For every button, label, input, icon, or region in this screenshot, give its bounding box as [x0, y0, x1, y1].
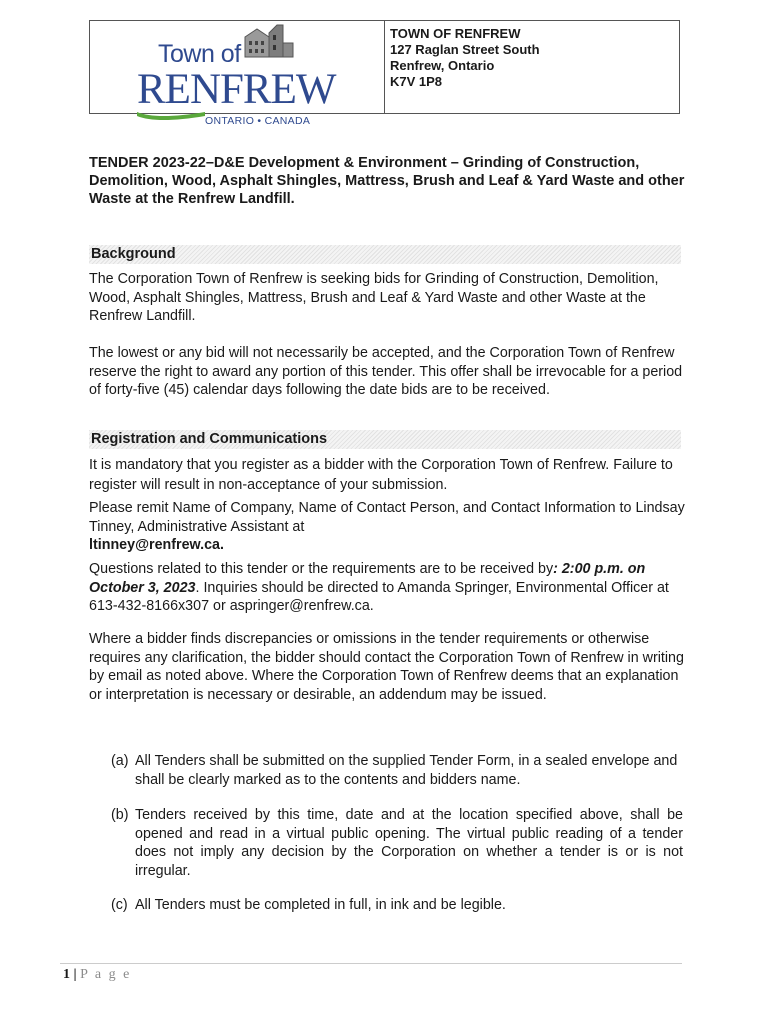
- list-item: [111, 896, 683, 915]
- background-heading: Background: [89, 245, 681, 264]
- address-line: K7V 1P8: [390, 74, 443, 89]
- list-item-label: (b): [111, 807, 129, 823]
- inquiries-text: . Inquiries should be directed to Amanda Springer, Environmental Officer at 613-432-8166x307 or aspringer@renfrew.ca.: [89, 579, 669, 614]
- contact-email-link[interactable]: ltinney@renfrew.ca.: [89, 537, 224, 553]
- list-item-text: All Tenders must be completed in full, in ink and be legible.: [135, 897, 506, 913]
- list-item: [111, 806, 683, 880]
- registration-paragraph-4: Where a bidder finds discrepancies or omissions in the tender requirements or otherwise requires any clarification, the bidder should contact the Corporation Town of Renfrew in writing by email as noted above. Where the Corporation Town of Renfrew deems that an explanation or interpretation is necessary or desirable, an addendum may be issued.: [89, 631, 684, 703]
- tender-title: TENDER 2023-22–D&E Development & Environment – Grinding of Construction, Demolition, Wood, Asphalt Shingles, Mattress, Brush and Leaf & Yard Waste and other Waste at the Renfrew Landfill.: [89, 155, 685, 207]
- page-label: P a g e: [80, 967, 132, 982]
- page-separator: |: [73, 967, 77, 982]
- logo-town-of: Town of: [158, 40, 241, 68]
- registration-paragraph-1: It is mandatory that you register as a bidder with the Corporation Town of Renfrew. Failure to register will result in non-acceptance of your submission.: [89, 457, 673, 493]
- castle-icon: [243, 23, 295, 59]
- header-table: [89, 20, 680, 127]
- questions-text: Questions related to this tender or the requirements are to be received by: [89, 561, 554, 577]
- list-item-text: Tenders received by this time, date and at the location specified above, shall be opened and read in a virtual public opening. The virtual public reading of a tender does not imply any decision by the Corporation on whether a tender is or is not irregular.: [135, 807, 683, 879]
- list-item-text: All Tenders shall be submitted on the supplied Tender Form, in a sealed envelope and shall be clearly marked as to the contents and bidders name.: [135, 753, 678, 788]
- deadline-text: : 2:00 p.m. on October 3, 2023: [89, 561, 646, 596]
- list-item-label: (a): [111, 753, 129, 769]
- registration-paragraph-2: [89, 499, 689, 555]
- address-line: TOWN OF RENFREW: [390, 26, 521, 41]
- logo-swoosh-icon: [137, 106, 205, 120]
- address-block: [385, 21, 679, 113]
- registration-heading: Registration and Communications: [89, 430, 681, 449]
- list-item-label: (c): [111, 897, 128, 913]
- town-logo: [90, 21, 385, 127]
- address-line: 127 Raglan Street South: [390, 42, 540, 57]
- registration-paragraph-2-text: Please remit Name of Company, Name of Contact Person, and Contact Information to Lindsay Tinney, Administrative Assistant at: [89, 500, 685, 535]
- footer-divider: [60, 963, 682, 964]
- list-item: [111, 752, 683, 789]
- logo-renfrew: RENFREW: [137, 66, 336, 113]
- page-footer: [63, 967, 131, 983]
- logo-subtitle: ONTARIO • CANADA: [205, 115, 311, 127]
- background-paragraph-2: The lowest or any bid will not necessarily be accepted, and the Corporation Town of Renfrew reserve the right to award any portion of this tender. This offer shall be irrevocable for a period of forty-five (45) calendar days following the date bids are to be received.: [89, 345, 683, 398]
- page-number: 1: [63, 967, 70, 982]
- registration-paragraph-3: [89, 560, 689, 616]
- address-line: Renfrew, Ontario: [390, 58, 495, 73]
- background-paragraph-1: The Corporation Town of Renfrew is seeking bids for Grinding of Construction, Demolition, Wood, Asphalt Shingles, Mattress, Brush and Leaf & Yard Waste and other Waste at the Renfrew Landfill.: [89, 271, 659, 324]
